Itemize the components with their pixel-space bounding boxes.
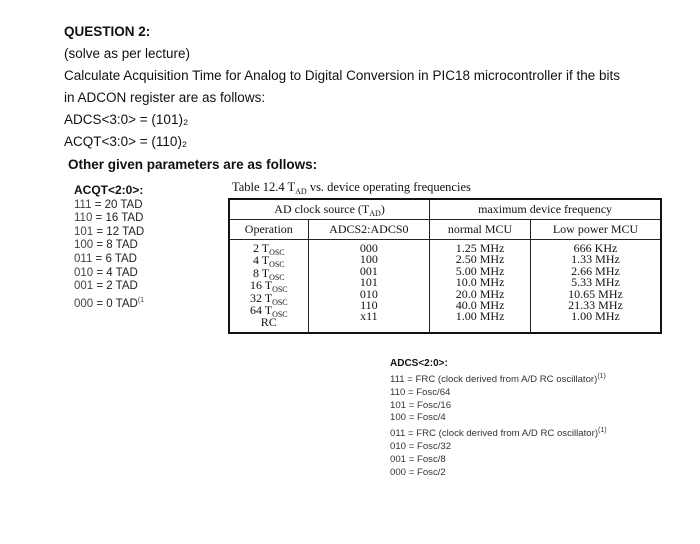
normal-mcu-cell: 20.0 MHz [455,286,505,301]
low-power-cell: 5.33 MHz [571,275,620,290]
question-note: (solve as per lecture) [64,46,191,61]
other-params-heading: Other given parameters are as follows: [68,157,318,172]
operation-column [229,240,308,333]
adcs-legend-row [390,371,607,387]
low-power-cell: 10.65 MHz [568,286,623,301]
adcs-code-cell: 000 [359,241,378,255]
acqt-legend-row [74,294,144,311]
acqt-tad: = 12 TAD [96,225,145,238]
acqt-legend-row [74,280,144,294]
acqt-tad: = 20 TAD [94,198,143,211]
adcs-header: ADCS2:ADCS0 [308,220,430,240]
adcs-code: 110 [390,386,406,398]
adcs-legend-title: ADCS<2:0>: [390,358,448,369]
acqt-code: 110 [74,212,93,225]
adcs-legend-row [390,387,607,400]
adcs-clock-text: = Fosc/8 [408,453,446,465]
adcs-legend-row [390,400,607,413]
acqt-code: 100 [74,239,94,252]
adcs-code: 111 [390,373,405,385]
adcs-clock-text: = FRC (clock derived from A/D RC oscillator) [407,428,599,440]
adcs-legend-row [390,425,607,441]
normal-mcu-cell: 40.0 MHz [455,298,505,313]
acqt-code: 111 [74,198,92,211]
adcs-footnote: (1) [598,427,607,435]
acqt-tad: = 16 TAD [95,212,144,225]
acqt-code: 101 [74,225,94,238]
operation-subscript: OSC [272,310,288,320]
adcs-footnote: (1) [597,372,606,380]
adcs-code-cell: 001 [359,263,378,278]
operation-cell [234,253,304,270]
normal-mcu-column [430,240,531,333]
normal-mcu-cell: 10.0 MHz [455,275,505,290]
low-power-cell: 1.00 MHz [571,309,620,324]
operation-subscript: OSC [269,260,285,270]
adcs-code: 011 [390,428,406,440]
normal-mcu-cell: 1.00 MHz [455,309,505,324]
acqt-footnote: (1 [137,296,145,304]
acqt-legend-row [74,253,144,267]
adcs-code: 100 [390,412,407,424]
acqt-tad: = 4 TAD [96,266,138,279]
acqt-legend-row [74,199,144,213]
normal-mcu-header: normal MCU [430,220,531,240]
adcs-code: 010 [390,441,407,453]
adcs-clock-text: = Fosc/4 [408,412,446,424]
table-title: Table 12.4 $T_{AD}$ vs. device operating frequencies [232,180,471,196]
acqt-tad: = 2 TAD [96,280,138,293]
adcs-legend [390,358,607,480]
operation-subscript: OSC [269,248,285,257]
adcs-clock-text: = Fosc/2 [408,466,446,478]
operation-multiplier: 8 T [252,265,270,280]
operation-multiplier: 4 T [252,253,270,268]
normal-mcu-cell: 1.25 MHz [455,241,505,255]
acqt-legend-row [74,226,144,240]
operation-multiplier: 16 T [249,278,273,293]
adcs-legend-row [390,454,607,467]
low-power-cell: 666 KHz [573,241,618,255]
low-power-column [531,240,661,333]
acqt-value: ACQT<3:0> = (110)₂ [64,134,188,149]
question-line-2: in ADCON register are as follows: [64,90,266,105]
acqt-tad: = 8 TAD [96,239,138,252]
adcs-clock-text: = Fosc/16 [408,399,452,411]
adcs-code-cell: 110 [360,298,378,313]
adcs-code-cell: 010 [359,286,378,301]
acqt-legend-title: ACQT<2:0>: [74,183,144,197]
adcs-code-cell: 101 [359,275,378,290]
clock-source-header: AD clock source $(T_{AD})$ [229,199,430,220]
operation-header: Operation [229,220,308,240]
low-power-cell: 1.33 MHz [571,252,620,267]
operation-multiplier: 64 T [249,303,273,318]
max-frequency-header: maximum device frequency [430,199,661,220]
acqt-code: 001 [74,280,94,293]
operation-cell [234,243,304,255]
acqt-code: 011 [74,252,93,265]
adcs-clock-text: = Fosc/32 [408,441,452,453]
adcs-clock-text: = FRC (clock derived from A/D RC oscillator) [407,373,598,385]
acqt-legend-row [74,267,144,281]
adcs-value: ADCS<3:0> = (101)₂ [64,112,189,127]
acqt-legend [74,184,144,311]
adcs-code-column [308,240,430,333]
acqt-tad: = 6 TAD [95,252,137,265]
operation-cell [234,265,304,282]
adcs-clock-text: = Fosc/64 [407,386,451,398]
adcs-legend-row [390,412,607,425]
adcs-legend-row [390,441,607,454]
operation-subscript: OSC [272,297,288,307]
question-line-1: Calculate Acquisition Time for Analog to Digital Conversion in PIC18 microcontroller if the bits [64,68,621,83]
adcs-code: 000 [390,466,407,478]
normal-mcu-cell: 2.50 MHz [455,252,505,267]
operation-subscript: OSC [269,272,285,282]
low-power-mcu-header: Low power MCU [531,220,661,240]
adcs-code-cell: 100 [359,252,378,267]
low-power-cell: 21.33 MHz [568,298,623,313]
frequency-table [228,198,662,334]
acqt-code: 000 [74,297,94,310]
adcs-code-cell: x11 [360,309,378,324]
acqt-legend-row [74,239,144,253]
operation-cell: RC [260,315,277,330]
acqt-tad: = 0 TAD [96,297,138,310]
adcs-legend-row [390,467,607,480]
adcs-code: 101 [390,399,407,411]
operation-multiplier: 2 T [252,241,270,255]
question-title: QUESTION 2: [64,24,151,39]
normal-mcu-cell: 5.00 MHz [455,263,505,278]
acqt-legend-row [74,212,144,226]
operation-subscript: OSC [272,285,288,295]
adcs-code: 001 [390,453,407,465]
operation-multiplier: 32 T [249,290,273,305]
acqt-code: 010 [74,266,94,279]
low-power-cell: 2.66 MHz [571,263,620,278]
